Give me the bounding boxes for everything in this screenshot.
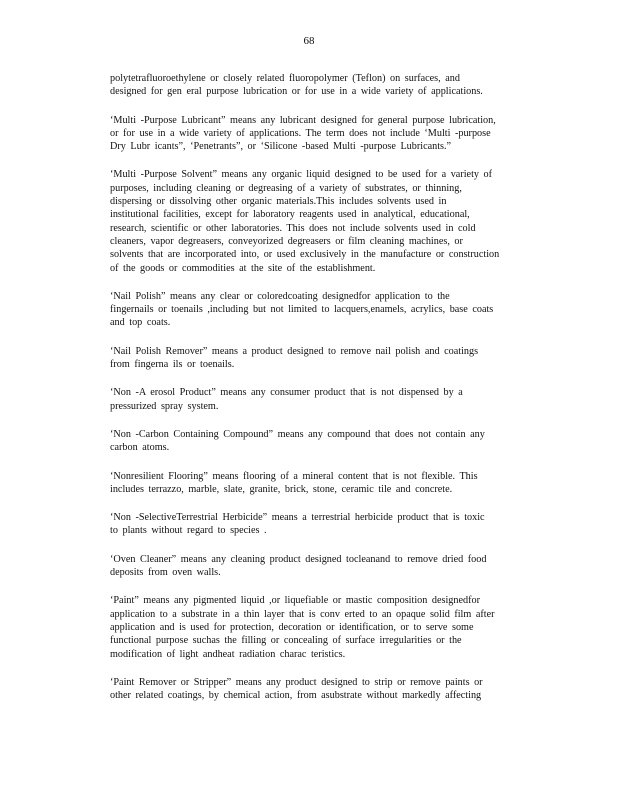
text-line: application to a substrate in a thin layer that is conv erted to an opaque solid film after [110,608,495,620]
text-line: pressurized spray system. [110,400,219,412]
text-line: ‘Multi -Purpose Solvent” means any organic liquid designed to be used for a variety of [110,169,493,181]
text-line: ‘Multi -Purpose Lubricant” means any lubricant designed for general purpose lubrication, [110,114,496,126]
text-line: of the goods or commodities at the site of the establishment. [110,262,376,274]
text-line: includes terrazzo, marble, slate, granite, brick, stone, ceramic tile and concrete. [110,483,453,495]
definition-multi-purpose-solvent [110,168,522,274]
definition-paint-remover-or-stripper [110,676,522,703]
text-line: modification of light andheat radiation charac teristics. [110,648,346,660]
text-line: ‘Oven Cleaner” means any cleaning product designed tocleanand to remove dried food [110,553,487,565]
definition-paint [110,594,522,660]
text-line: other related coatings, by chemical action, from asubstrate without markedly affecting [110,690,482,702]
text-line: ‘Nail Polish Remover” means a product designed to remove nail polish and coatings [110,345,479,357]
text-line: ‘Paint” means any pigmented liquid ,or liquefiable or mastic composition designedfor [110,595,480,607]
text-line: fingernails or toenails ,including but not limited to lacquers,enamels, acrylics, base coats [110,304,494,316]
definition-non-aerosol-product [110,386,522,413]
text-line: cleaners, vapor degreasers, conveyorized degreasers or film cleaning machines, or [110,235,463,247]
text-line: ‘Non -Carbon Containing Compound” means any compound that does not contain any [110,428,485,440]
definition-nonresilient-flooring [110,470,522,497]
text-line: solvents that are incorporated into, or used exclusively in the manufacture or construction [110,249,500,261]
definition-oven-cleaner [110,553,522,580]
text-line: purposes, including cleaning or degreasing of a variety of substrates, or thinning, [110,182,462,194]
text-line: functional purpose suchas the filling or concealing of surface irregularities or the [110,635,462,647]
definition-non-selective-terrestrial-herbicide [110,511,522,538]
text-line: from fingerna ils or toenails. [110,359,235,371]
text-line: research, scientific or other laboratories. This does not include solvents used in cold [110,222,476,234]
text-line: ‘Non -SelectiveTerrestrial Herbicide” means a terrestrial herbicide product that is toxic [110,512,485,524]
definition-ptfe [110,72,522,99]
text-line: application and is used for protection, decoration or identification, or to serve some [110,621,474,633]
text-line: ‘Nonresilient Flooring” means flooring of a mineral content that is not flexible. This [110,470,478,482]
definition-multi-purpose-lubricant [110,114,522,154]
page-number: 68 [303,35,315,47]
text-line: deposits from oven walls. [110,567,221,579]
text-line: to plants without regard to species . [110,525,267,537]
text-line: ‘Paint Remover or Stripper” means any product designed to strip or remove paints or [110,676,483,688]
text-line: carbon atoms. [110,442,170,454]
text-line: institutional facilities, except for laboratory reagents used in analytical, educational, [110,209,470,221]
definition-nail-polish [110,290,522,330]
text-line: Dry Lubr icants”, ‘Penetrants”, or ‘Silicone -based Multi -purpose Lubricants.” [110,141,452,153]
text-line: and top coats. [110,317,171,329]
definition-nail-polish-remover [110,345,522,372]
text-line: ‘Non -A erosol Product” means any consumer product that is not dispensed by a [110,387,463,399]
text-line: ‘Nail Polish” means any clear or coloredcoating designedfor application to the [110,290,450,302]
document-body [110,72,522,717]
text-line: dispersing or dissolving other organic materials.This includes solvents used in [110,196,447,208]
definition-non-carbon-containing-compound [110,428,522,455]
text-line: designed for gen eral purpose lubrication or for use in a wide variety of applications. [110,86,483,98]
text-line: polytetrafluoroethylene or closely related fluoropolymer (Teflon) on surfaces, and [110,73,460,84]
text-line: or for use in a wide variety of applications. The term does not include ‘Multi -purpose [110,127,491,139]
